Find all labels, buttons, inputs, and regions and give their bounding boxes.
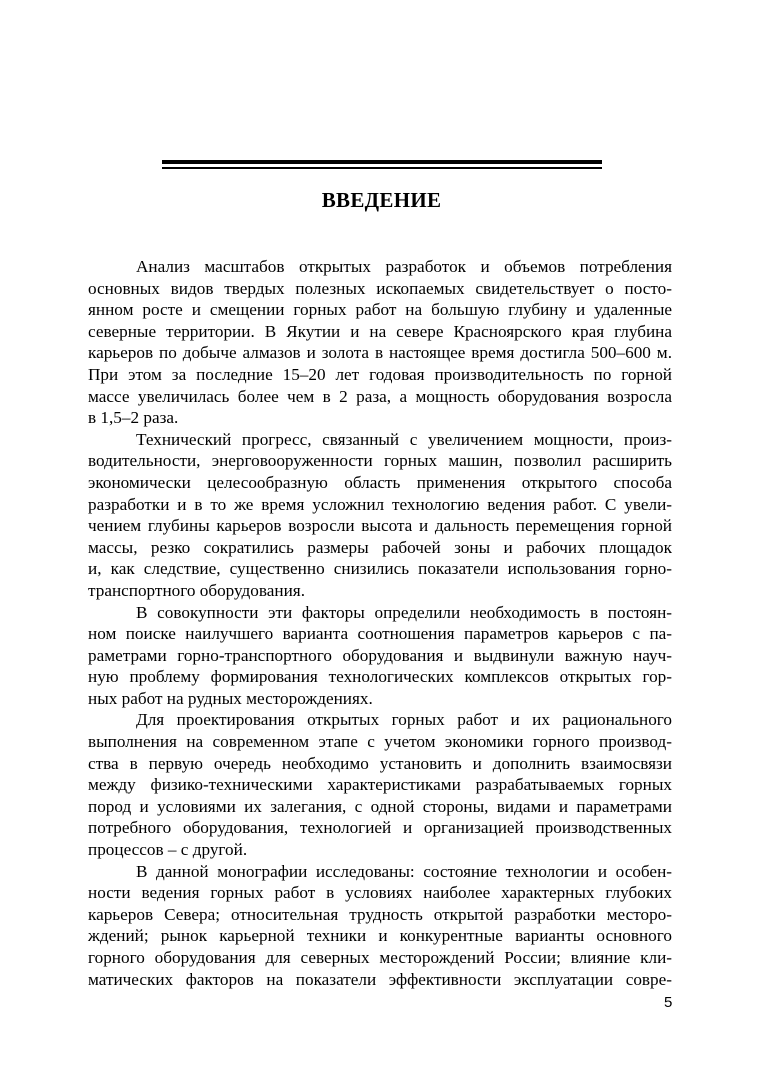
text-line: основных видов твердых полезных ископаемых свидетельствует о посто- <box>88 278 672 298</box>
text-line: водительности, энерговооруженности горных машин, позволил расширить <box>88 451 672 471</box>
page-number: 5 <box>664 994 673 1011</box>
paragraph <box>88 429 672 602</box>
text-line: Для проектирования открытых горных работ и их рационального <box>136 710 672 730</box>
text-line: выполнения на современном этапе с учетом экономики горного производ- <box>88 732 672 752</box>
text-line: потребного оборудования, технологией и организацией производственных <box>88 818 672 838</box>
heading-rule-thin <box>162 167 602 169</box>
text-line: раметрами горно-транспортного оборудования и выдвинули важную науч- <box>88 645 672 665</box>
text-line: янном росте и смещении горных работ на большую глубину и удаленные <box>88 300 672 320</box>
text-line: между физико-техническими характеристиками разрабатываемых горных <box>88 775 672 795</box>
text-line: ности ведения горных работ в условиях наиболее характерных глубоких <box>88 883 672 903</box>
text-line: массы, резко сократились размеры рабочей зоны и рабочих площадок <box>88 537 672 557</box>
paragraph <box>88 861 672 991</box>
text-line: Анализ масштабов открытых разработок и объемов потребления <box>136 257 672 276</box>
text-line: экономически целесообразную область применения открытого способа <box>88 472 672 492</box>
text-line: и, как следствие, существенно снизились показатели использования горно- <box>88 559 672 579</box>
paragraph <box>88 709 672 860</box>
text-line: в 1,5–2 раза. <box>88 408 179 428</box>
paragraph <box>88 602 672 710</box>
text-line: разработки и в то же время усложнил технологию ведения работ. С увели- <box>88 494 672 514</box>
text-line: ждений; рынок карьерной техники и конкурентные варианты основного <box>88 926 672 946</box>
text-line: горного оборудования для северных месторождений России; влияние кли- <box>88 948 672 967</box>
text-line: ном поиске наилучшего варианта соотношения параметров карьеров с па- <box>88 624 672 644</box>
text-line: При этом за последние 15–20 лет годовая производительность по горной <box>88 364 672 384</box>
text-line: пород и условиями их залегания, с одной стороны, видами и параметрами <box>88 796 672 816</box>
text-line: массе увеличилась более чем в 2 раза, а мощность оборудования возросла <box>88 386 672 406</box>
heading-rule-thick <box>162 160 602 164</box>
paragraph <box>88 256 672 429</box>
text-line: чением глубины карьеров возросли высота и дальность перемещения горной <box>88 516 672 536</box>
text-line: транспортного оборудования. <box>88 580 306 600</box>
text-line: ства в первую очередь необходимо установить и дополнить взаимосвязи <box>88 753 672 773</box>
text-line: В совокупности эти факторы определили необходимость в постоян- <box>136 602 672 622</box>
text-line: карьеров по добыче алмазов и золота в настоящее время достигла 500–600 м. <box>88 343 672 363</box>
text-line: карьеров Севера; относительная трудность открытой разработки месторо- <box>88 904 672 924</box>
text-line: матических факторов на показатели эффективности эксплуатации совре- <box>88 969 672 989</box>
text-line: Технический прогресс, связанный с увеличением мощности, произ- <box>136 429 672 449</box>
chapter-heading: ВВЕДЕНИЕ <box>321 188 442 212</box>
text-line: В данной монографии исследованы: состояние технологии и особен- <box>136 861 672 881</box>
text-line: ных работ на рудных месторождениях. <box>88 688 373 708</box>
text-line: северные территории. В Якутии и на севере Красноярского края глубина <box>88 321 672 341</box>
body-text <box>88 256 672 990</box>
text-line: ную проблему формирования технологических комплексов открытых гор- <box>88 667 672 687</box>
text-line: процессов – с другой. <box>88 840 248 860</box>
